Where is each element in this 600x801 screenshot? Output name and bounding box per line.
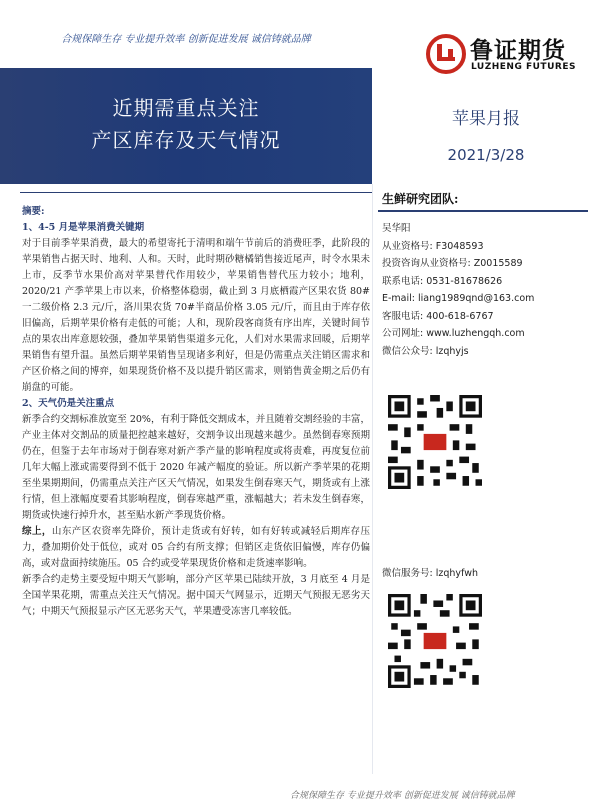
team-title: 生鲜研究团队: [382,192,459,206]
section-2-conclusion [22,524,370,572]
logo-chinese-name: 鲁证期货 [470,38,566,64]
column-divider [372,184,373,774]
report-title-line1: 近期需重点关注 [112,96,260,120]
section-1-title: 1、4-5 月是苹果消费关键期 [22,222,145,233]
luzheng-logo-icon [426,34,466,74]
email-label: E-mail: [382,293,415,304]
divider [378,210,588,212]
phone-number: 0531-81678626 [426,275,503,287]
section-2-body-b: 新季合约走势主要受短中期天气影响，部分产区苹果已陆续开放，3 月底至 4 月是全国苹果花期，需重点关注天气情况。据中国天气网显示，近期天气预报无恶劣天气；中期天气预报显示产区无恶劣天气，苹果遭受冻害几率较低。 [22,574,370,617]
report-date: 2021/3/28 [447,146,525,164]
header-slogan: 合规保障生存 专业提升效率 创新促进发展 诚信铸就品牌 [61,34,311,45]
service-wechat-row [382,565,478,579]
summary-section [22,204,370,620]
conclusion-label: 综上， [22,526,52,537]
website-label: 公司网址: [382,328,424,339]
contact-info [382,220,592,360]
phone-label: 联系电话: [382,275,424,287]
service-phone: 400-618-6767 [426,310,494,322]
divider [20,192,372,193]
cert-number: F3048593 [435,240,484,252]
service-wechat-label: 微信服务号: [382,568,433,579]
logo-english-name: LUZHENG FUTURES [471,62,576,72]
wechat-public-qr-icon [388,395,482,489]
wechat-id: lzqhyjs [435,345,469,357]
footer-slogan: 合规保障生存 专业提升效率 创新促进发展 诚信铸就品牌 [290,791,515,801]
website-row [382,325,592,343]
title-banner [0,68,372,184]
wechat-row [382,343,592,361]
section-2-title: 2、天气仍是关注重点 [22,398,115,409]
email-row [382,290,592,308]
conclusion-text: 山东产区农资率先降价，预计走货或有好转，如有好转或减轻后期库存压力，叠加期价处于低位，或对 05 合约有所支撑；但销区走货依旧偏慢，库存仍偏高，或对盘面持续施压。05 合约或受苹果现货价格和走货速率影响。 [22,526,370,569]
service-label: 客服电话: [382,310,424,322]
section-2-body-a: 新季合约交割标准放宽至 20%，有利于降低交割成本，并且随着交割经验的丰富，产业主体对交割品的质量把控越来越好，交割争议出现越来越少。虽然倒春寒预期仍在，但鉴于去年市场对于倒春寒对新产季产量的影响程度或将责难，再度复位前几年大幅上涨或需要得到不低于 2020 年减产幅度的验证。所以新产季苹果的花期至坐果期期间，仍需重点关注产区天气情况，如果发生倒春寒天气，期货或有上涨行情，但上涨幅度要看其影响程度，倒春寒越严重，涨幅越大；若未发生倒春寒，期货或快速行掉升水，甚至贴水新产季现货价格。 [22,414,370,521]
wechat-label: 微信公众号: [382,345,433,357]
phone-row [382,273,592,291]
invest-label: 投资咨询从业资格号: [382,258,471,269]
website-link[interactable]: www.luzhengqh.com [426,328,525,339]
service-wechat-id: lzqhyfwh [435,568,479,579]
wechat-service-qr-icon [388,594,482,688]
summary-heading: 摘要: [22,206,45,217]
analyst-name: 吴华阳 [382,223,411,234]
report-type: 苹果月报 [452,109,520,129]
cert-row [382,238,592,256]
cert-label: 从业资格号: [382,240,433,252]
invest-number: Z0015589 [473,258,523,269]
service-row [382,308,592,326]
email-address[interactable]: liang1989qnd@163.com [418,293,535,304]
company-logo [420,26,590,78]
section-1-body: 对于目前季苹果消费，最大的希望寄托于清明和端午节前后的消费旺季，此阶段的苹果销售占据天时、地利、人和。天时，此时期砂糖橘销售接近尾声，时令水果未上市，反季节水果价高对苹果替代作用较少，苹果销售替代压力较小；地利，2020/21 产季苹果上市以来，价格整体稳弱，截止到 3 月底栖霞产区果农货 80#一二级价格 2.3 元/斤，洛川果农货 70#半商品价格 3.05 元/斤，而且由于库存依旧偏高，后期苹果价格有走低的可能；人和，现阶段客商货有序出库，关键时间节点的果农出库意愿较强，叠加苹果销售渠道多元化，人们对水果需求回暖，后期苹果销售有望升温。虽然后期苹果销售呈现诸多利好，但是仍需重点关注销区需求和产区价格之间的博弈，如果现货价格不及以提升销区需求，则销售黄金期之后仍有崩盘的可能。 [22,238,370,393]
report-title-line2: 产区库存及天气情况 [91,128,281,152]
invest-row [382,255,592,273]
